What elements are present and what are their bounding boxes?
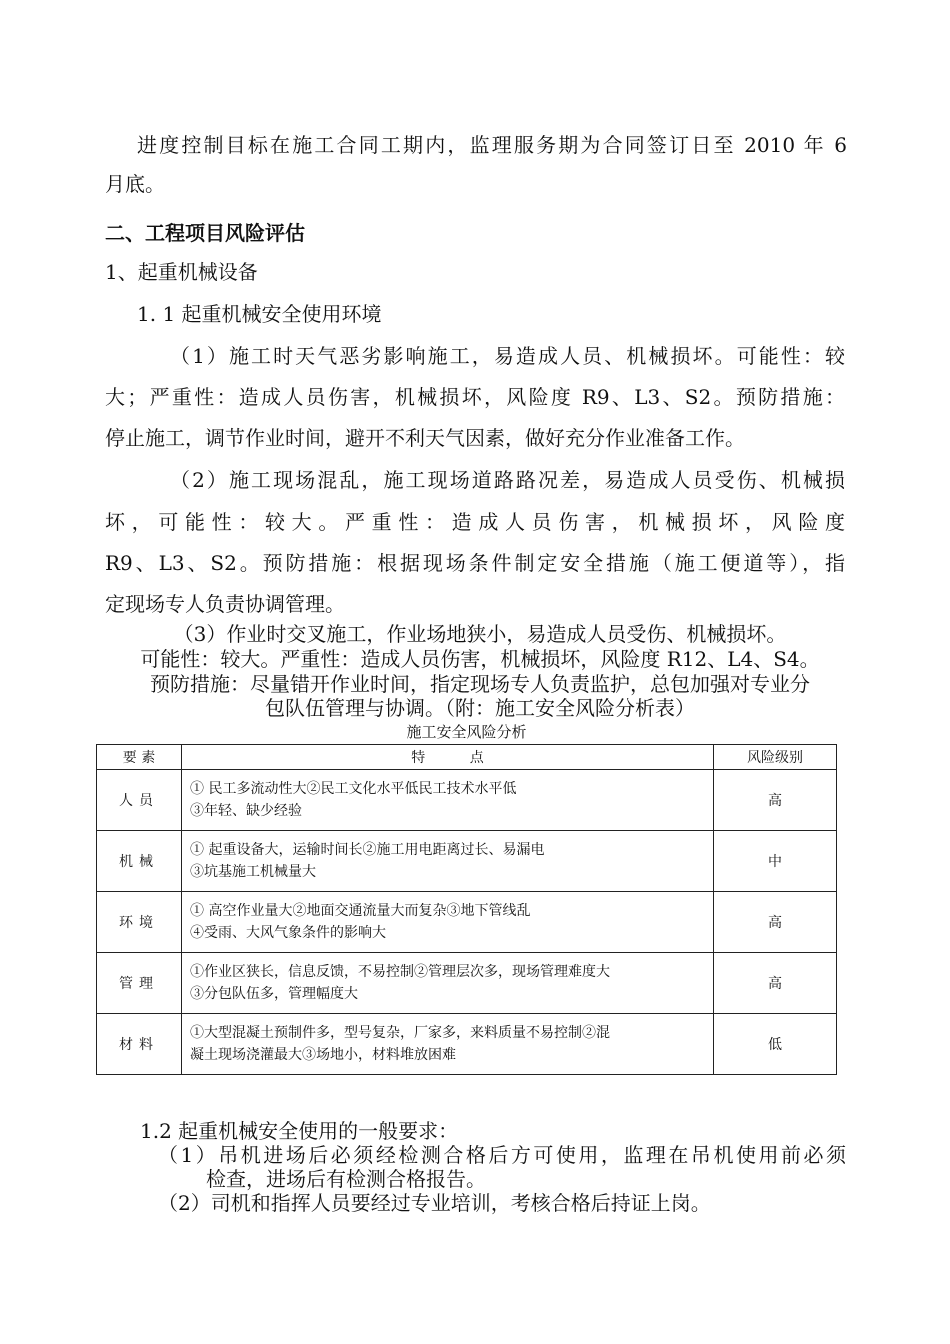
paragraph-2-line-3: R9、L3、S2。预防措施：根据现场条件制定安全措施（施工便道等），指 bbox=[105, 551, 845, 575]
row-risk-level: 中 bbox=[714, 831, 837, 892]
table-caption: 施工安全风险分析 bbox=[406, 723, 527, 741]
header-element: 要 素 bbox=[97, 745, 182, 770]
row-features bbox=[182, 1014, 714, 1075]
row-features bbox=[182, 892, 714, 953]
subsection-heading-general-requirements: 1.2 起重机械安全使用的一般要求： bbox=[140, 1119, 459, 1143]
table-header-row bbox=[97, 745, 837, 770]
table-row bbox=[97, 770, 837, 831]
table-row bbox=[97, 1014, 837, 1075]
row-element-materials: 材料 bbox=[97, 1014, 182, 1075]
paragraph-1-line-1: （1）施工时天气恶劣影响施工，易造成人员、机械损坏。可能性：较 bbox=[170, 344, 845, 368]
intro-line-1: 进度控制目标在施工合同工期内，监理服务期为合同签订日至 2010 年 6 bbox=[137, 133, 847, 157]
row-element-management: 管理 bbox=[97, 953, 182, 1014]
feature-line: ③分包队伍多，管理幅度大 bbox=[190, 986, 358, 1002]
table-row bbox=[97, 831, 837, 892]
feature-line: ①大型混凝土预制件多，型号复杂，厂家多，来料质量不易控制②混 bbox=[190, 1025, 610, 1041]
feature-line: ① 高空作业量大②地面交通流量大而复杂③地下管线乱 bbox=[190, 903, 531, 919]
table-row bbox=[97, 892, 837, 953]
header-risk-level: 风险级别 bbox=[714, 745, 837, 770]
requirement-1-line-1: （1）吊机进场后必须经检测合格后方可使用，监理在吊机使用前必须 bbox=[158, 1143, 846, 1167]
paragraph-3-line-1: （3）作业时交叉施工，作业场地狭小，易造成人员受伤、机械损坏。 bbox=[173, 622, 787, 646]
row-features bbox=[182, 953, 714, 1014]
subsection-heading-environment: 1. 1 起重机械安全使用环境 bbox=[137, 302, 382, 326]
paragraph-1-line-2: 大；严重性：造成人员伤害，机械损坏，风险度 R9、L3、S2。预防措施： bbox=[105, 385, 845, 409]
row-risk-level: 高 bbox=[714, 892, 837, 953]
feature-line: ①作业区狭长，信息反馈，不易控制②管理层次多，现场管理难度大 bbox=[190, 964, 610, 980]
table-row bbox=[97, 953, 837, 1014]
paragraph-3-line-3: 预防措施：尽量错开作业时间，指定现场专人负责监护，总包加强对专业分 bbox=[150, 672, 810, 696]
feature-line: 凝土现场浇灌最大③场地小，材料堆放困难 bbox=[190, 1047, 456, 1063]
paragraph-2-line-1: （2）施工现场混乱，施工现场道路路况差，易造成人员受伤、机械损 bbox=[170, 468, 845, 492]
row-element-environment: 环境 bbox=[97, 892, 182, 953]
section-heading-risk-assessment: 二、工程项目风险评估 bbox=[105, 221, 305, 245]
header-features: 特 点 bbox=[182, 745, 714, 770]
subsection-heading-lifting-equipment: 1、起重机械设备 bbox=[105, 260, 258, 284]
row-element-personnel: 人员 bbox=[97, 770, 182, 831]
feature-line: ③年轻、缺少经验 bbox=[190, 803, 302, 819]
risk-analysis-table bbox=[96, 744, 837, 1075]
row-risk-level: 低 bbox=[714, 1014, 837, 1075]
paragraph-2-line-4: 定现场专人负责协调管理。 bbox=[105, 592, 345, 616]
intro-line-2: 月底。 bbox=[105, 172, 165, 196]
feature-line: ④受雨、大风气象条件的影响大 bbox=[190, 925, 386, 941]
requirement-2: （2）司机和指挥人员要经过专业培训，考核合格后持证上岗。 bbox=[158, 1191, 711, 1215]
row-features bbox=[182, 831, 714, 892]
row-features bbox=[182, 770, 714, 831]
row-risk-level: 高 bbox=[714, 953, 837, 1014]
feature-line: ① 民工多流动性大②民工文化水平低民工技术水平低 bbox=[190, 781, 517, 797]
paragraph-2-line-2: 坏，可能性：较大。严重性：造成人员伤害，机械损坏，风险度 bbox=[105, 510, 845, 534]
paragraph-3-line-2: 可能性：较大。严重性：造成人员伤害，机械损坏，风险度 R12、L4、S4。 bbox=[140, 647, 820, 671]
row-risk-level: 高 bbox=[714, 770, 837, 831]
paragraph-3-line-4: 包队伍管理与协调。（附：施工安全风险分析表） bbox=[265, 696, 695, 720]
requirement-1-line-2: 检查，进场后有检测合格报告。 bbox=[206, 1167, 486, 1191]
feature-line: ① 起重设备大，运输时间长②施工用电距离过长、易漏电 bbox=[190, 842, 545, 858]
feature-line: ③坑基施工机械量大 bbox=[190, 864, 316, 880]
row-element-machinery: 机械 bbox=[97, 831, 182, 892]
paragraph-1-line-3: 停止施工，调节作业时间，避开不利天气因素，做好充分作业准备工作。 bbox=[105, 426, 745, 450]
